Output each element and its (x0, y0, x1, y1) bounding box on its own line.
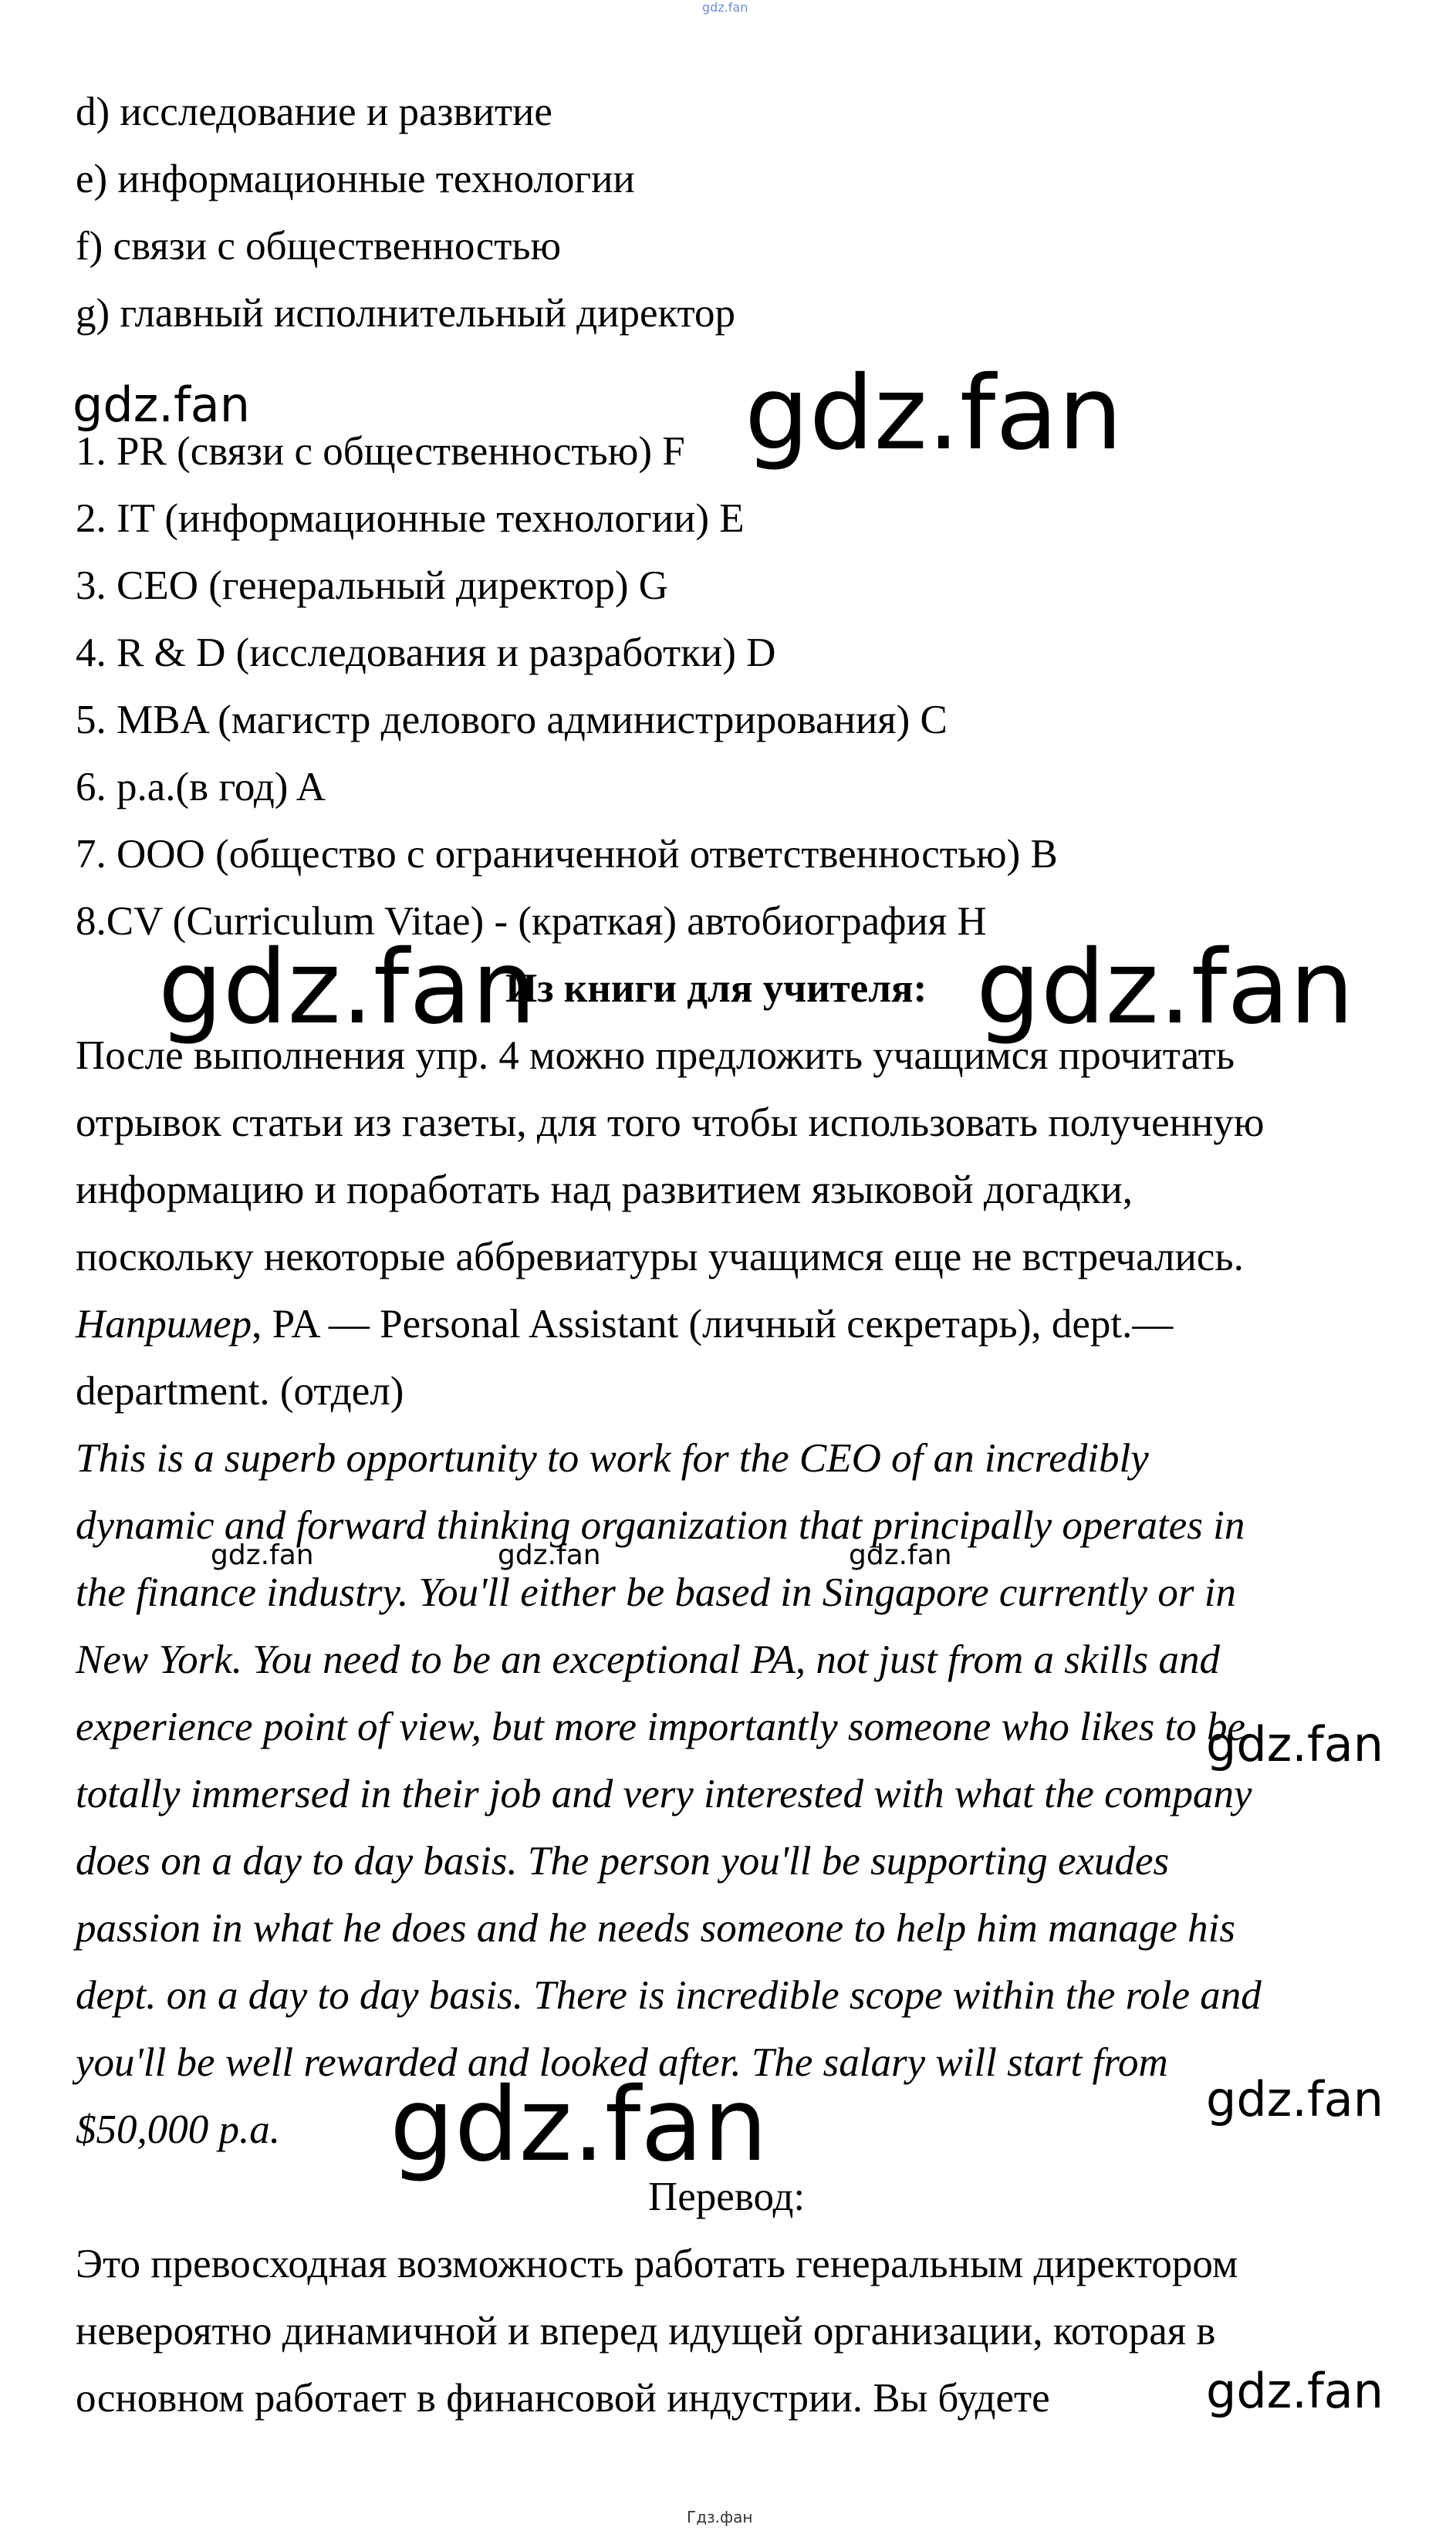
english-text-line: $50,000 p.a. (76, 2107, 280, 2152)
teacher-paragraph-line: После выполнения упр. 4 можно предложить учащимся прочитать (76, 1033, 1235, 1078)
answer-item: 7. ООО (общество с ограниченной ответственностью) B (76, 832, 1058, 877)
definition-item: g) главный исполнительный директор (76, 291, 736, 336)
example-text: , PA — Personal Assistant (личный секретарь), dept.— (252, 1302, 1174, 1347)
watermark: gdz.fan (73, 377, 251, 433)
english-text-line: experience point of view, but more importantly someone who likes to be (76, 1705, 1246, 1749)
top-watermark: gdz.fan (702, 0, 748, 15)
translation-line: невероятно динамичной и вперед идущей организации, которая в (76, 2309, 1216, 2354)
english-text-line: dept. on a day to day basis. There is incredible scope within the role and (76, 1973, 1262, 2018)
definition-item: d) исследование и развитие (76, 90, 552, 134)
bottom-watermark: Гдз.фан (687, 2508, 753, 2526)
watermark: gdz.fan (1206, 2071, 1384, 2127)
watermark: gdz.fan (158, 928, 536, 1047)
english-text-line: totally immersed in their job and very interested with what the company (76, 1772, 1252, 1816)
answer-item: 4. R & D (исследования и разработки) D (76, 630, 776, 675)
translation-heading: Перевод: (648, 2174, 806, 2219)
teacher-paragraph-line: отрывок статьи из газеты, для того чтобы использовать полученную (76, 1100, 1265, 1145)
translation-line: Это превосходная возможность работать генеральным директором (76, 2242, 1238, 2286)
teacher-paragraph-line: информацию и поработать над развитием языковой догадки, (76, 1168, 1133, 1212)
english-text-line: you'll be well rewarded and looked after. The salary will start from (76, 2040, 1168, 2085)
english-text-line: dynamic and forward thinking organization that principally operates in (76, 1503, 1245, 1548)
watermark: gdz.fan (849, 1539, 952, 1571)
english-text-line: the finance industry. You'll either be based in Singapore currently or in (76, 1570, 1237, 1615)
example-continuation: department. (отдел) (76, 1369, 404, 1414)
english-text-line: does on a day to day basis. The person you'll be supporting exudes (76, 1839, 1170, 1884)
example-label: Например (76, 1302, 252, 1347)
teacher-paragraph-line: поскольку некоторые аббревиатуры учащимся еще не встречались. (76, 1235, 1244, 1279)
answer-item: 5. MBA (магистр делового администрирования) C (76, 698, 948, 742)
watermark: gdz.fan (211, 1539, 314, 1571)
watermark: gdz.fan (498, 1539, 601, 1571)
watermark: gdz.fan (1206, 1716, 1384, 1772)
answer-item: 3. CEO (генеральный директор) G (76, 563, 669, 608)
teacher-book-heading: Из книги для учителя: (505, 966, 927, 1011)
english-text-line: passion in what he does and he needs someone to help him manage his (76, 1906, 1235, 1951)
english-text-line: This is a superb opportunity to work for the CEO of an incredibly (76, 1436, 1149, 1481)
definition-item: f) связи с общественностью (76, 224, 562, 269)
watermark: gdz.fan (745, 354, 1123, 473)
watermark: gdz.fan (976, 928, 1354, 1047)
definition-item: e) информационные технологии (76, 157, 635, 201)
watermark: gdz.fan (1206, 2363, 1384, 2419)
example-line (76, 1301, 1173, 1347)
translation-line: основном работает в финансовой индустрии. Вы будете (76, 2376, 1050, 2421)
answer-item: 1. PR (связи с общественностью) F (76, 429, 685, 474)
english-text-line: New York. You need to be an exceptional PA, not just from a skills and (76, 1637, 1220, 1682)
answer-item: 8.CV (Curriculum Vitae) - (краткая) автобиография H (76, 899, 987, 944)
answer-item: 2. IT (информационные технологии) E (76, 496, 745, 541)
answer-item: 6. p.a.(в год) A (76, 765, 326, 809)
watermark: gdz.fan (390, 2066, 768, 2185)
